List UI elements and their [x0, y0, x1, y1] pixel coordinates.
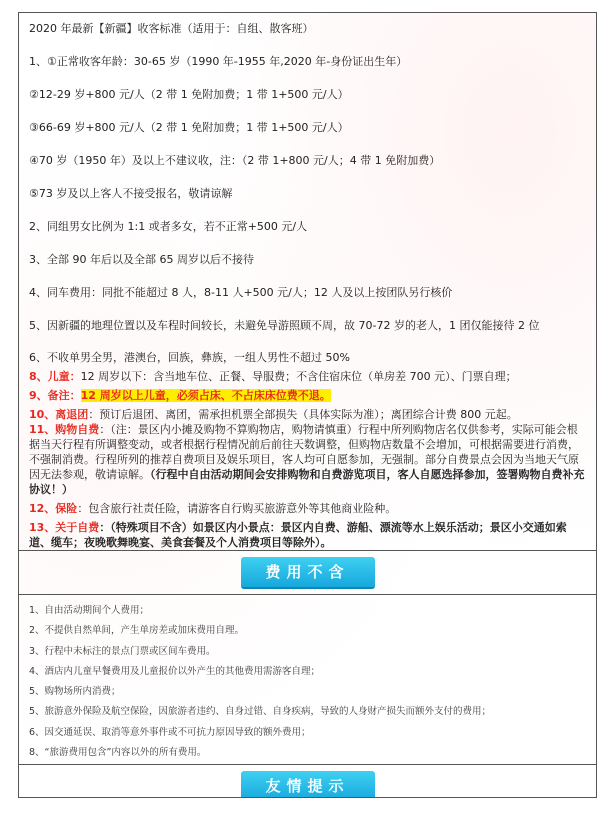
rule-3: 3、全部 90 年后以及全部 65 周岁以后不接待 [29, 253, 254, 266]
fees-excluded-header-band [19, 551, 596, 595]
rule-11 [29, 422, 586, 497]
rule-10-text: ：预订后退团、离团，需承担机票全部损失（具体实际为准）；离团综合计费 800 元起。 [88, 408, 518, 421]
list-item: 3、行程中未标注的景点门票或区间车费用。 [29, 645, 216, 657]
rule-11-bold: （行程中自由活动期间会安排购物和自费游览项目，客人自愿选择参加，签署购物自费补充协议！） [29, 468, 585, 496]
rule-10 [29, 407, 586, 422]
rule-8-label: 8、儿童： [29, 370, 81, 383]
age-rule-4: ④70 岁（1950 年）及以上不建议收，注：（2 带 1+800 元/人；4 带 1 免附加费） [29, 154, 441, 167]
tips-header: 友情提示 [241, 771, 375, 798]
list-item: 1、自由活动期间个人费用； [29, 605, 150, 616]
document-title: 2020 年最新【新疆】收客标准（适用于：自组、散客班） [29, 22, 314, 35]
list-item: 4、酒店内儿童早餐费用及儿童报价以外产生的其他费用需游客自理； [29, 665, 321, 677]
rule-13-label: 13、关于自费 [29, 521, 100, 534]
rule-8 [29, 369, 586, 384]
list-item: 6、因交通延误、取消等意外事件或不可抗力原因导致的额外费用； [29, 726, 311, 738]
age-rule-2: ②12-29 岁+800 元/人（2 带 1 免附加费；1 带 1+500 元/人） [29, 88, 349, 101]
rule-6: 6、不收单男全男，港澳台，回族，彝族，一组人男性不超过 50% [29, 351, 350, 364]
rule-9-text: 12 周岁以上儿童，必须占床、不占床床位费不退。 [80, 389, 331, 402]
rule-12-text: ：包含旅行社责任险，请游客自行购买旅游意外等其他商业险种。 [77, 502, 397, 515]
rule-12-label: 12、保险 [29, 502, 78, 515]
rule-9-label: 9、备注： [29, 389, 81, 402]
rule-5: 5、因新疆的地理位置以及车程时间较长，未避免导游照顾不周，故 70-72 岁的老人，1 团仅能接待 2 位 [29, 319, 540, 332]
age-rule-1: 1、①正常收客年龄：30-65 岁（1990 年-1955 年,2020 年-身份证出生年） [29, 55, 408, 68]
booking-standards-section [19, 13, 596, 551]
rule-9 [29, 388, 586, 403]
fee-document [18, 12, 597, 798]
rule-11-text: ：（注：景区内小摊及购物不算购物店，购物请慎重）行程中所列购物店名仅供参考，实际可能会根据当天行程有所调整变动，或者根据行程情况前后前往天数调整，但购物店数量不会增加，可根据需要进行消费，不强制消费。行程所列的推荐自费项目及娱乐项目，客人均可自愿参加，无强制。部分自费景点会因为当地天气原因无法参观，敬请谅解。 [29, 423, 579, 481]
rule-10-label: 10、离退团 [29, 408, 89, 421]
rule-8-text: 12 周岁以下：含当地车位、正餐、导服费；不含住宿床位（单房差 700 元）、门票自理； [80, 370, 517, 383]
rule-12 [29, 501, 586, 516]
rule-13-text: ：（特殊项目不含）如景区内小景点：景区内自费、游船、漂流等水上娱乐活动；景区小交通如索道、缆车；夜晚歌舞晚宴、美食套餐及个人消费项目等除外）。 [29, 521, 567, 549]
age-rule-3: ③66-69 岁+800 元/人（2 带 1 免附加费；1 带 1+500 元/人） [29, 121, 349, 134]
list-item: 5、购物场所内消费； [29, 686, 121, 698]
rule-11-label: 11、购物自费 [29, 423, 100, 436]
tips-header-band [19, 765, 596, 798]
age-rule-5: ⑤73 岁及以上客人不接受报名，敬请谅解 [29, 187, 233, 200]
list-item: 8、“旅游费用包含”内容以外的所有费用。 [29, 747, 207, 759]
fees-excluded-list [19, 595, 596, 765]
rule-4: 4、同车费用：同批不能超过 8 人，8-11 人+500 元/人；12 人及以上按团队另行核价 [29, 286, 453, 299]
list-item: 2、不提供自然单间，产生单房差或加床费用自理。 [29, 625, 245, 637]
list-item: 5、旅游意外保险及航空保险，因旅游者违约、自身过错、自身疾病，导致的人身财产损失而额外支付的费用； [29, 706, 492, 718]
fees-excluded-header: 费用不含 [241, 557, 375, 587]
rule-13 [29, 520, 586, 550]
rule-2: 2、同组男女比例为 1:1 或者多女，若不正常+500 元/人 [29, 220, 308, 233]
